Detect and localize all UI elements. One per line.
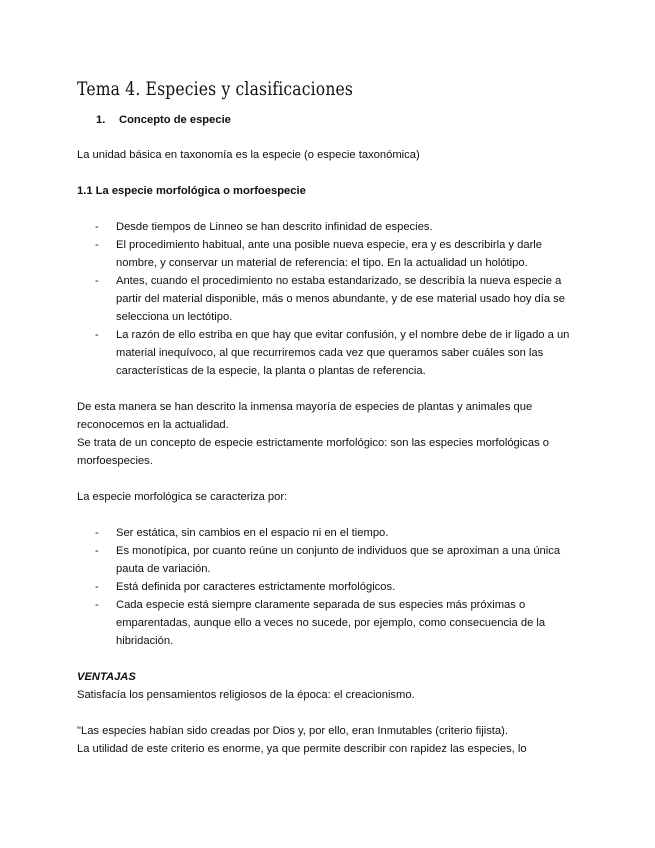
bullet-dash: - bbox=[95, 581, 99, 593]
page-title: Tema 4. Especies y clasificaciones bbox=[77, 78, 354, 100]
intro-paragraph: La unidad básica en taxonomía es la especie (o especie taxonómica) bbox=[77, 149, 420, 161]
list-item: Antes, cuando el procedimiento no estaba estandarizado, se describía la nueva especie a partir del material disponible, más o menos abundante, y de ese material usado hoy día se selecciona un lectótipo. bbox=[116, 275, 566, 323]
bullet-dash: - bbox=[95, 221, 99, 233]
bullet-dash: - bbox=[95, 239, 99, 251]
bullet-dash: - bbox=[95, 527, 99, 539]
list-item: La razón de ello estriba en que hay que evitar confusión, y el nombre debe de ir ligado a un material inequívoco, al que recurriremos cada vez que queramos saber cuáles son las características de la especie, la planta o plantas de referencia. bbox=[116, 329, 570, 377]
section-heading: Concepto de especie bbox=[119, 114, 231, 126]
list-item: Es monotípica, por cuanto reúne un conjunto de individuos que se aproximan a una única pauta de variación. bbox=[116, 545, 561, 575]
bullet-dash: - bbox=[95, 275, 99, 287]
paragraph: La especie morfológica se caracteriza por: bbox=[77, 491, 288, 503]
paragraph: La utilidad de este criterio es enorme, ya que permite describir con rapidez las especies, lo bbox=[77, 743, 527, 755]
section-number: 1. bbox=[96, 114, 106, 126]
list-item: Desde tiempos de Linneo se han descrito infinidad de especies. bbox=[116, 221, 433, 233]
subsection-heading: 1.1 La especie morfológica o morfoespecie bbox=[77, 185, 306, 197]
paragraph: De esta manera se han descrito la inmensa mayoría de especies de plantas y animales que reconocemos en la actualidad. bbox=[77, 401, 533, 431]
bullet-dash: - bbox=[95, 545, 99, 557]
list-item: El procedimiento habitual, ante una posible nueva especie, era y es describirla y darle nombre, y conservar un material de referencia: el tipo. En la actualidad un holótipo. bbox=[116, 239, 542, 269]
quote-paragraph: "Las especies habían sido creadas por Dios y, por ello, eran Inmutables (criterio fijista). bbox=[77, 725, 508, 737]
ventajas-heading: VENTAJAS bbox=[77, 671, 136, 683]
list-item: Está definida por caracteres estrictamente morfológicos. bbox=[116, 581, 396, 593]
bullet-dash: - bbox=[95, 329, 99, 341]
paragraph: Se trata de un concepto de especie estrictamente morfológico: son las especies morfológicas o morfoespecies. bbox=[77, 437, 549, 467]
list-item: Ser estática, sin cambios en el espacio ni en el tiempo. bbox=[116, 527, 389, 539]
ventajas-text: Satisfacía los pensamientos religiosos de la época: el creacionismo. bbox=[77, 689, 415, 701]
bullet-dash: - bbox=[95, 599, 99, 611]
list-item: Cada especie está siempre claramente separada de sus especies más próximas o emparentadas, aunque ello a veces no sucede, por ejemplo, como consecuencia de la hibridación. bbox=[116, 599, 546, 647]
